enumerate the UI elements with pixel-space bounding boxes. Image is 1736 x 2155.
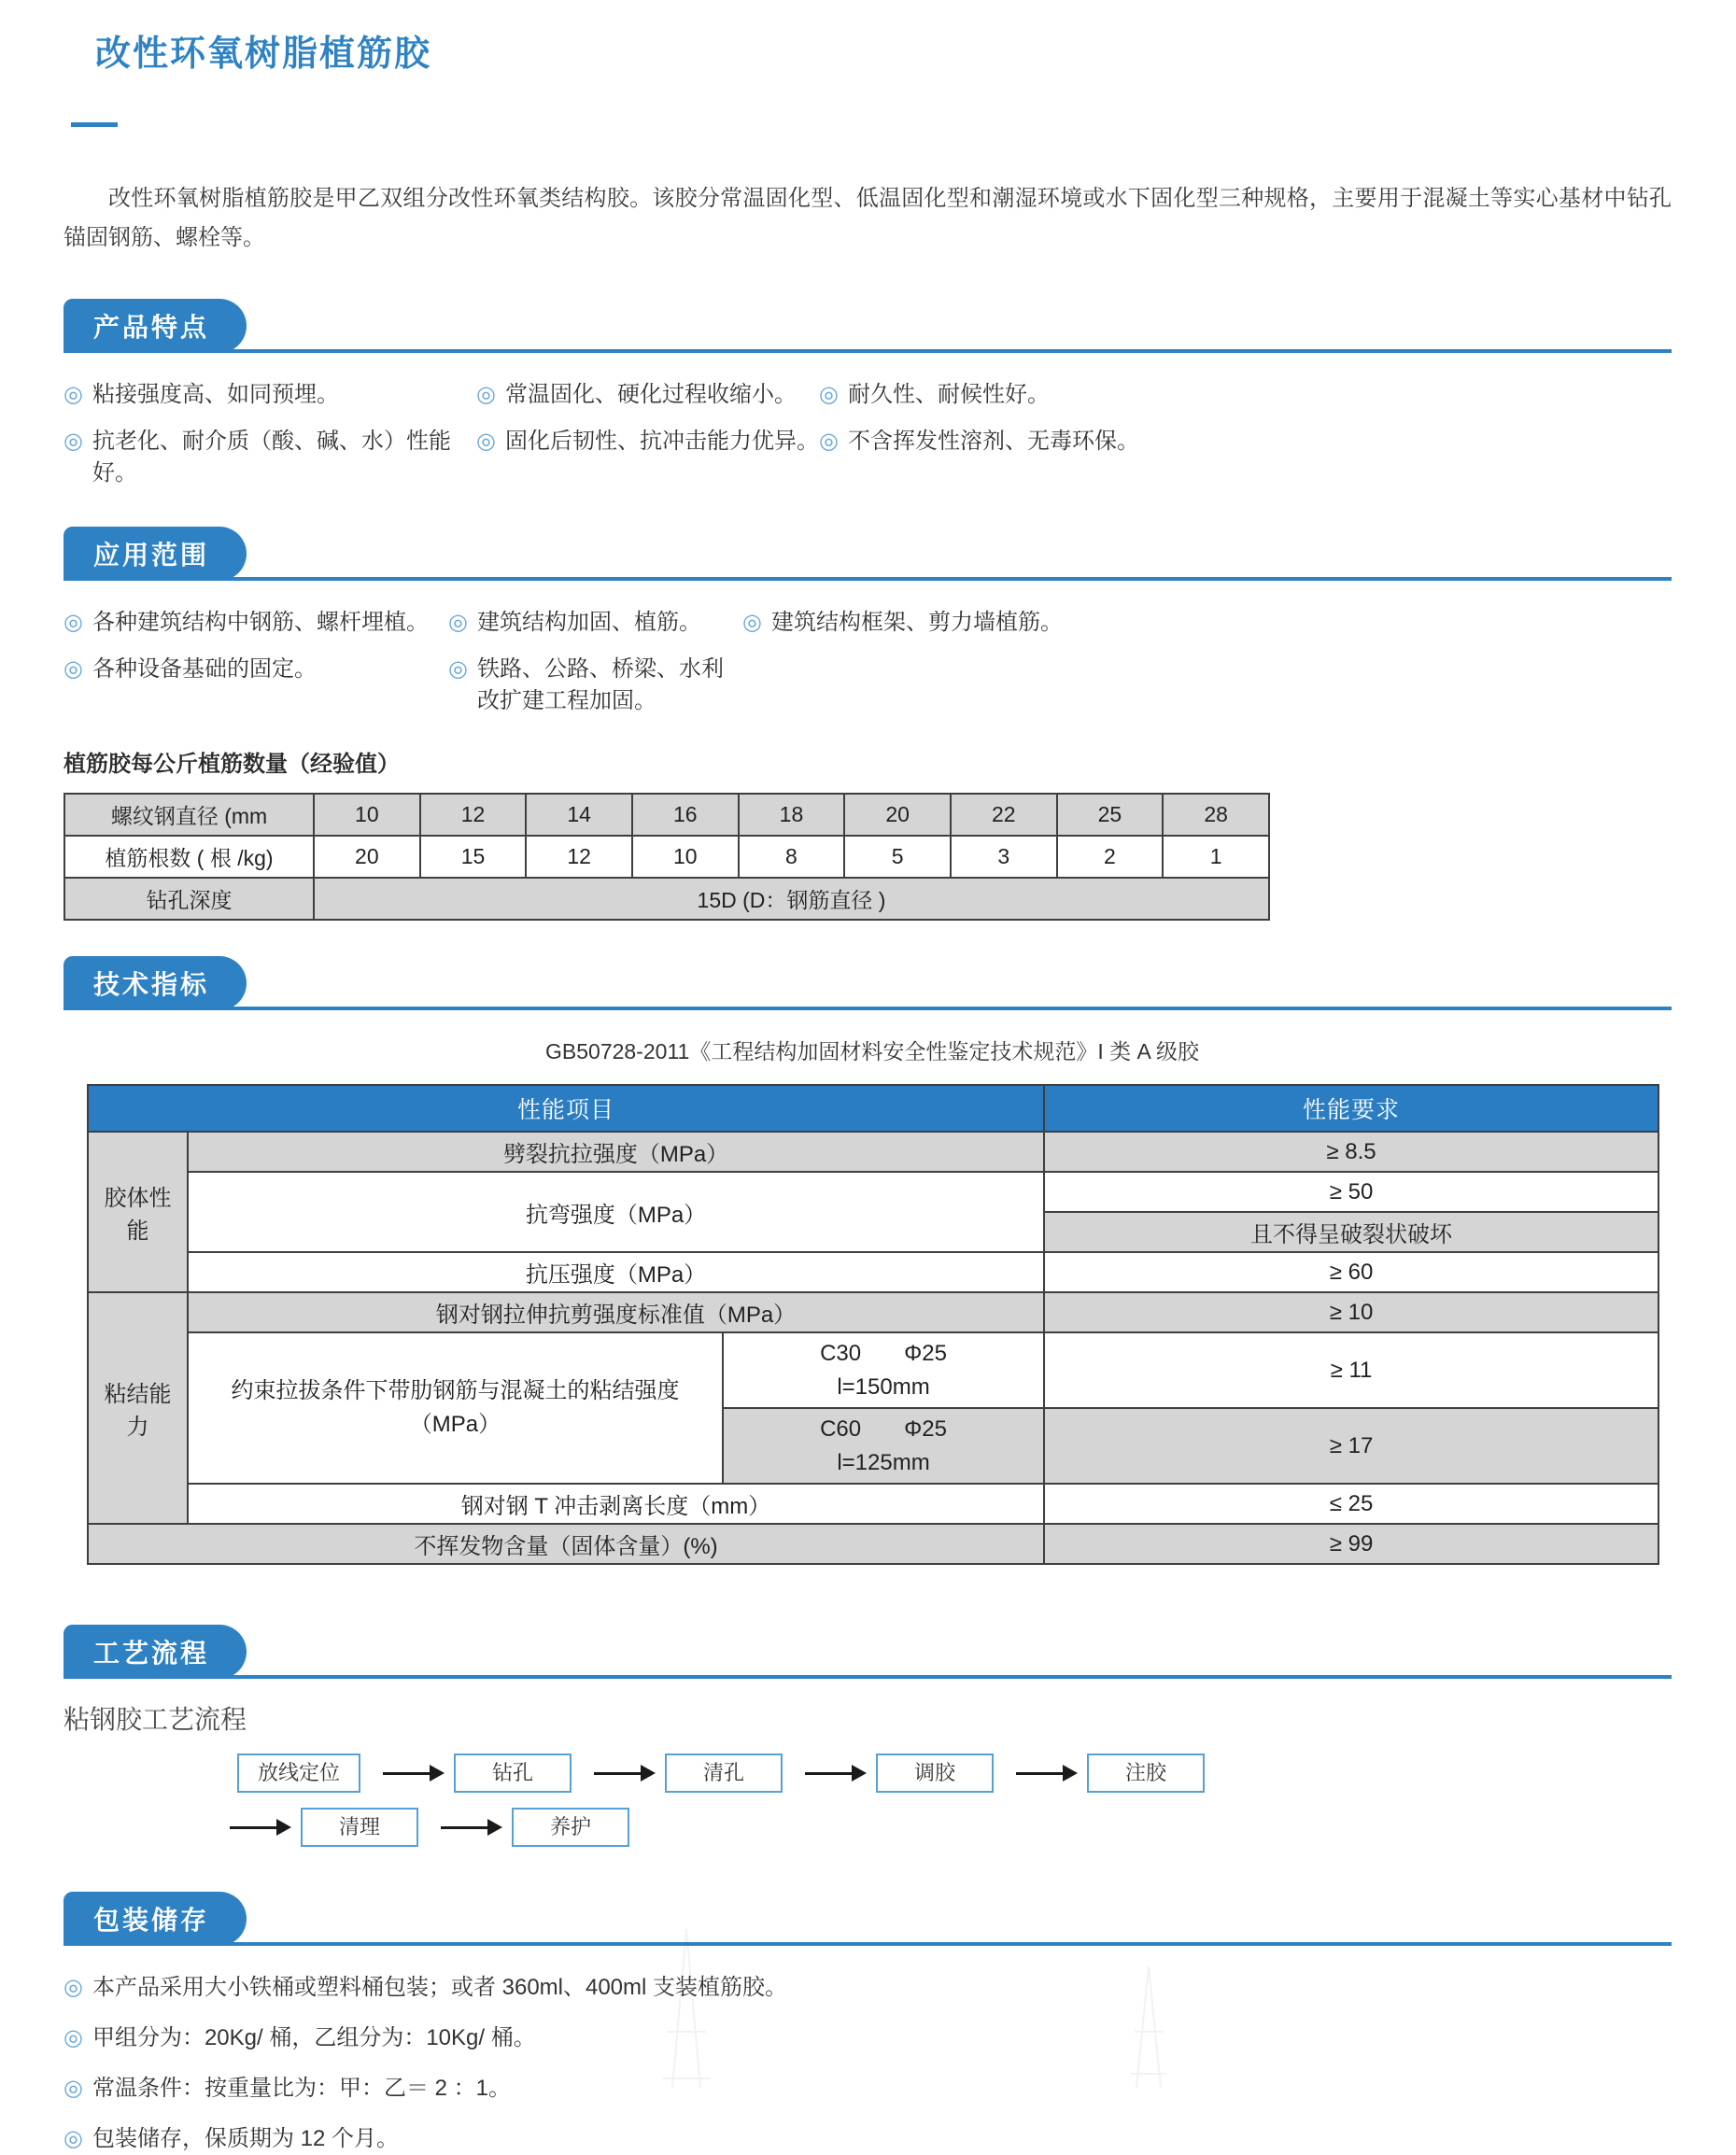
section-header-features	[64, 304, 1672, 353]
list-item-text: 铁路、公路、桥梁、水利改扩建工程加固。	[476, 656, 724, 713]
flow-step: 调胶	[876, 1754, 994, 1793]
cell: 12	[420, 794, 527, 836]
double-circle-bullet-icon: ◎	[64, 2076, 83, 2101]
cell: 20	[314, 836, 420, 878]
title-underline	[71, 122, 118, 127]
cell: 2	[1057, 836, 1164, 878]
list-item	[64, 2073, 1672, 2105]
row-label: 植筋根数 ( 根 /kg)	[64, 836, 314, 878]
section-rule	[64, 1942, 1672, 1946]
arrow-right-icon	[383, 1772, 431, 1775]
rebar-quantity-table	[64, 793, 1270, 921]
list-item	[448, 607, 742, 639]
cell: 8	[739, 836, 845, 878]
features-list	[64, 379, 1672, 489]
spec-requirement: ≥ 17	[1044, 1408, 1658, 1484]
list-item-text: 本产品采用大小铁桶或塑料桶包装；或者 360ml、400ml 支装植筋胶。	[92, 1975, 788, 2000]
spec-requirement: ≤ 25	[1044, 1484, 1658, 1524]
cell: 18	[739, 794, 845, 836]
spec-label: 钢对钢 T 冲击剥离长度（mm）	[188, 1484, 1044, 1524]
table-row	[64, 794, 1269, 836]
section-rule	[64, 1007, 1672, 1010]
arrow-right-icon	[594, 1772, 642, 1775]
section-badge-features: 产品特点	[64, 299, 247, 353]
process-flow-row-1	[237, 1754, 1672, 1793]
table-row	[64, 836, 1269, 878]
double-circle-bullet-icon: ◎	[448, 610, 468, 635]
list-item-text: 建筑结构框架、剪力墙植筋。	[770, 610, 1063, 635]
double-circle-bullet-icon: ◎	[819, 382, 839, 407]
double-circle-bullet-icon: ◎	[819, 429, 839, 454]
double-circle-bullet-icon: ◎	[64, 382, 83, 407]
section-header-applications	[64, 532, 1672, 581]
column-header: 性能项目	[88, 1085, 1044, 1132]
cell: 5	[844, 836, 951, 878]
list-item	[476, 379, 819, 411]
list-item-text: 抗老化、耐介质（酸、碱、水）性能好。	[92, 429, 451, 486]
intro-paragraph: 改性环氧树脂植筋胶是甲乙双组分改性环氧类结构胶。该胶分常温固化型、低温固化型和潮湿环境或水下固化型三种规格，主要用于混凝土等实心基材中钻孔锚固钢筋、螺栓等。	[64, 186, 1672, 250]
table-row	[64, 878, 1269, 920]
section-rule	[64, 1675, 1672, 1679]
list-item-text: 耐久性、耐候性好。	[847, 382, 1050, 407]
cell: 15	[420, 836, 527, 878]
list-item	[64, 1972, 1672, 2004]
list-item	[64, 607, 448, 639]
table-row	[88, 1484, 1658, 1524]
process-flow-row-2	[230, 1808, 1672, 1847]
spec-requirement: ≥ 10	[1044, 1292, 1658, 1332]
group-label: 粘结能力	[88, 1292, 188, 1524]
applications-list	[64, 607, 1672, 717]
table-row	[88, 1172, 1658, 1212]
list-item	[64, 2022, 1672, 2054]
list-item-text: 常温固化、硬化过程收缩小。	[504, 382, 797, 407]
page-title: 改性环氧树脂植筋胶	[95, 35, 432, 74]
rebar-table-title: 植筋胶每公斤植筋数量（经验值）	[64, 752, 400, 777]
flow-step: 钻孔	[454, 1754, 572, 1793]
list-item-text: 不含挥发性溶剂、无毒环保。	[847, 429, 1139, 454]
double-circle-bullet-icon: ◎	[476, 382, 496, 407]
flow-step: 清理	[301, 1808, 418, 1847]
table-header-row	[88, 1085, 1658, 1132]
double-circle-bullet-icon: ◎	[448, 656, 468, 682]
double-circle-bullet-icon: ◎	[64, 2025, 83, 2050]
merged-cell: 15D (D：钢筋直径 )	[314, 878, 1269, 920]
list-item-text: 包装储存，保质期为 12 个月。	[92, 2126, 399, 2151]
packaging-list	[64, 1972, 1672, 2155]
cell: 10	[314, 794, 420, 836]
double-circle-bullet-icon: ◎	[64, 656, 83, 682]
list-item	[476, 426, 819, 489]
cell: 1	[1163, 836, 1269, 878]
cell: 20	[844, 794, 951, 836]
list-item-text: 各种设备基础的固定。	[92, 656, 317, 682]
spec-requirement: ≥ 50	[1044, 1172, 1658, 1212]
spec-table-caption: GB50728-2011《工程结构加固材料安全性鉴定技术规范》I 类 A 级胶	[545, 1039, 1199, 1063]
double-circle-bullet-icon: ◎	[64, 1975, 83, 2000]
cell: 25	[1057, 794, 1164, 836]
group-label: 胶体性能	[88, 1132, 188, 1292]
list-item	[64, 379, 476, 411]
cell: 28	[1163, 794, 1269, 836]
list-item-text: 常温条件：按重量比为：甲：乙＝ 2 ：1。	[92, 2076, 511, 2101]
spec-requirement: ≥ 60	[1044, 1252, 1658, 1292]
double-circle-bullet-icon: ◎	[476, 429, 496, 454]
list-item	[819, 426, 1672, 489]
list-item-text: 建筑结构加固、植筋。	[476, 610, 701, 635]
list-item	[742, 607, 1672, 639]
arrow-right-icon	[230, 1826, 278, 1829]
spec-label: 抗压强度（MPa）	[188, 1252, 1044, 1292]
cell: 12	[526, 836, 632, 878]
column-header: 性能要求	[1044, 1085, 1658, 1132]
process-subtitle: 粘钢胶工艺流程	[64, 1705, 247, 1734]
arrow-right-icon	[1016, 1772, 1065, 1775]
spec-requirement: ≥ 11	[1044, 1332, 1658, 1408]
list-item	[448, 654, 742, 717]
list-item-text: 各种建筑结构中钢筋、螺杆埋植。	[92, 610, 429, 635]
double-circle-bullet-icon: ◎	[742, 610, 762, 635]
section-rule	[64, 349, 1672, 353]
table-row	[88, 1252, 1658, 1292]
spec-label: 抗弯强度（MPa）	[188, 1172, 1044, 1252]
table-row	[88, 1332, 1658, 1408]
row-label: 螺纹钢直径 (mm	[64, 794, 314, 836]
spec-requirement: ≥ 8.5	[1044, 1132, 1658, 1172]
section-badge-process: 工艺流程	[64, 1625, 247, 1679]
section-header-process	[64, 1630, 1672, 1679]
spec-requirement: ≥ 99	[1044, 1524, 1658, 1564]
spec-label: 钢对钢拉伸抗剪强度标准值（MPa）	[188, 1292, 1044, 1332]
flow-step: 养护	[512, 1808, 629, 1847]
section-rule	[64, 577, 1672, 581]
cell: 3	[951, 836, 1057, 878]
list-item	[64, 654, 448, 717]
double-circle-bullet-icon: ◎	[64, 2126, 83, 2151]
flow-step: 清孔	[665, 1754, 783, 1793]
spec-label: 不挥发物含量（固体含量）(%)	[88, 1524, 1044, 1564]
technical-spec-table	[87, 1084, 1659, 1565]
section-header-specs	[64, 962, 1672, 1010]
section-badge-applications: 应用范围	[64, 527, 247, 581]
list-item-text: 粘接强度高、如同预埋。	[92, 382, 339, 407]
arrow-right-icon	[441, 1826, 489, 1829]
cell: 22	[951, 794, 1057, 836]
list-item-text: 甲组分为：20Kg/ 桶，乙组分为：10Kg/ 桶。	[92, 2025, 536, 2050]
double-circle-bullet-icon: ◎	[64, 610, 83, 635]
cell: 10	[632, 836, 739, 878]
section-header-packaging	[64, 1897, 1672, 1946]
section-badge-specs: 技术指标	[64, 956, 247, 1010]
cell: 16	[632, 794, 739, 836]
row-label: 钻孔深度	[64, 878, 314, 920]
section-badge-packaging: 包装储存	[64, 1892, 247, 1946]
list-item	[819, 379, 1672, 411]
document-page	[0, 24, 1736, 2155]
flow-step: 注胶	[1087, 1754, 1205, 1793]
double-circle-bullet-icon: ◎	[64, 429, 83, 454]
spec-label: 劈裂抗拉强度（MPa）	[188, 1132, 1044, 1172]
arrow-right-icon	[805, 1772, 854, 1775]
spec-label: 约束拉拔条件下带肋钢筋与混凝土的粘结强度 （MPa）	[188, 1332, 723, 1484]
table-row	[88, 1524, 1658, 1564]
list-item	[64, 426, 476, 489]
table-row	[88, 1292, 1658, 1332]
spec-condition: C30 Φ25 l=150mm	[723, 1332, 1044, 1408]
spec-requirement: 且不得呈破裂状破坏	[1044, 1212, 1658, 1252]
list-item-text: 固化后韧性、抗冲击能力优异。	[504, 429, 819, 454]
flow-step: 放线定位	[237, 1754, 360, 1793]
list-item	[64, 2123, 1672, 2155]
spec-condition: C60 Φ25 l=125mm	[723, 1408, 1044, 1484]
table-row	[88, 1132, 1658, 1172]
cell: 14	[526, 794, 632, 836]
